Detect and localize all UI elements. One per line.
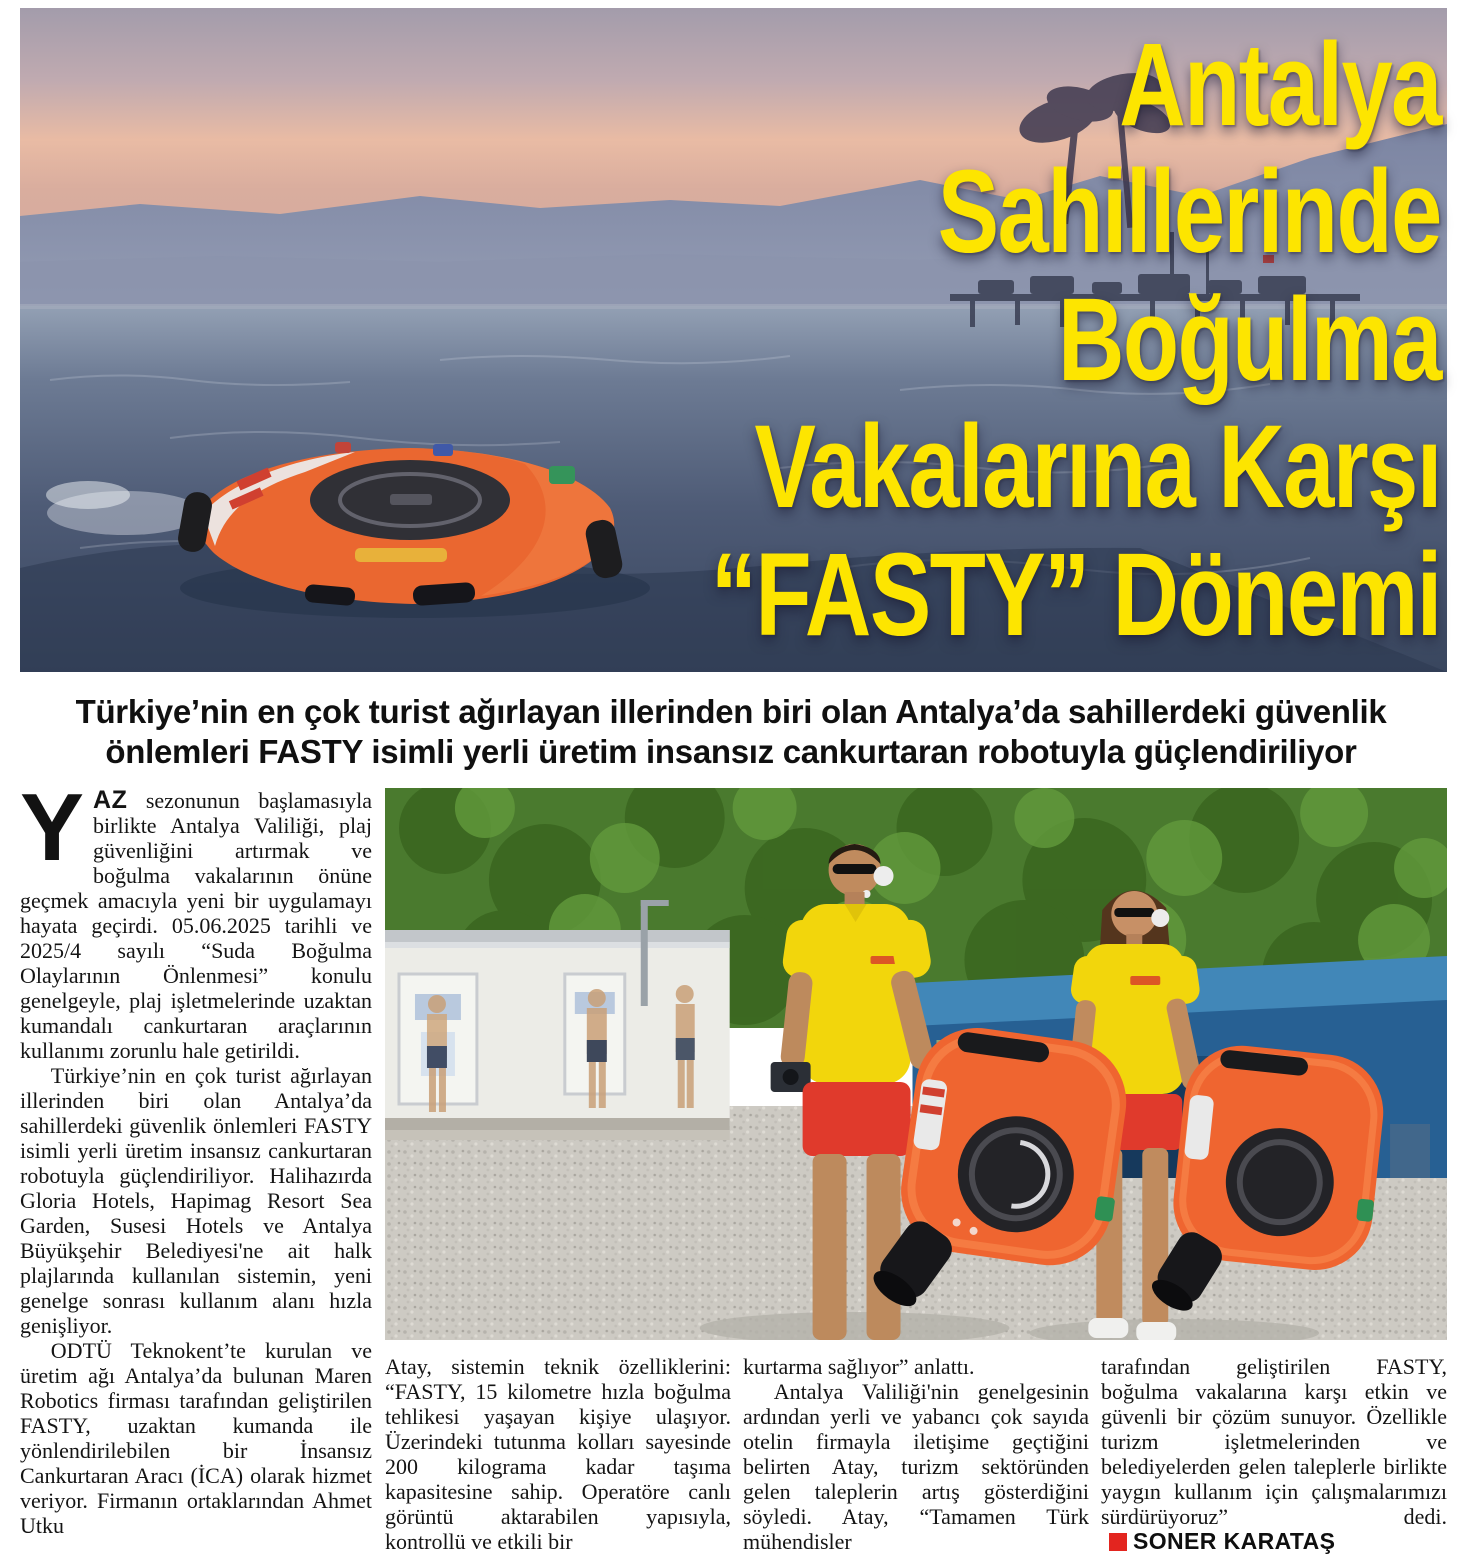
article-body [20, 774, 1447, 1554]
paragraph: ODTÜ Teknokent’te kurulan ve üretim ağı Antalya’da bulunan Maren Robotics firması tarafından geliştirilen FASTY, uzaktan kumanda ile yönlendirilebilen bir İnsansız Cankurtaran Aracı (İCA) olarak hizmet veriyor. Firmanın ortaklarından Ahmet Utku [20, 1338, 372, 1538]
headline-line: “FASTY” Dönemi [711, 528, 1441, 661]
article-column-4 [1101, 1354, 1447, 1554]
headline [711, 19, 1441, 661]
paragraph [20, 774, 372, 1063]
paragraph: Antalya Valiliği'nin genelgesinin ardından yerli ve yabancı çok sayıda otelin firmayla iletişime geçtiğini belirten Atay, turizm sektöründen gelen taleplerin artış gösterdiğini söyledi. Atay, “Tamamen Türk mühendisler [743, 1379, 1089, 1554]
headline-line: Boğulma [1058, 273, 1441, 406]
byline: SONER KARATAŞ [1133, 1528, 1336, 1554]
paragraph: Atay, sistemin teknik özelliklerini: “FASTY, 15 kilometre hızla boğulma tehlikesi yaşayan kişiye ulaşıyor. Üzerindeki tutunma kolları sayesinde 200 kilograma kadar taşıma kapasitesine sahip. Operatöre canlı görüntü aktarabilen yapısıyla, kontrollü ve etkili bir [385, 1354, 731, 1554]
paragraph-text: sezonunun başlamasıyla birlikte Antalya Valiliği, plaj güvenliğini artırmak ve boğulma vakalarının önüne geçmek amacıyla yeni bir uygulamayı hayata geçirdi. 05.06.2025 tarihli ve 2025/4 sayılı “Suda Boğulma Olaylarının Önlenmesi” konulu genelgeyle, plaj işletmelerinde uzaktan kumandalı cankurtaran araçlarının kullanımı zorunlu hale getirildi. [20, 788, 372, 1063]
byline-wrap [1101, 1529, 1335, 1554]
drop-cap: Y [20, 774, 85, 881]
article-right-region [385, 788, 1447, 1554]
headline-line: Vakalarına Karşı [754, 401, 1441, 534]
bottom-columns [385, 1354, 1447, 1554]
deck-subheadline: Türkiye’nin en çok turist ağırlayan illerinden biri olan Antalya’da sahillerdeki güvenlik önlemleri FASTY isimli yerli üretim insansız cankurtaran robotuyla güçlendiriliyor [75, 693, 1387, 770]
lead-in: AZ [93, 786, 128, 814]
headline-line: Antalya [1119, 19, 1441, 151]
paragraph: Türkiye’nin en çok turist ağırlayan illerinden biri olan Antalya’da sahillerdeki güvenlik önlemleri FASTY isimli yerli üretim insansız cankurtaran robotuyla güçlendiriliyor. Halihazırda Gloria Hotels, Hapimag Resort Sea Garden, Susesi Hotels ve Antalya Büyükşehir Belediyesi'ne ait halk plajlarında kullanılan sistemin, yeni genelge sonrası kullanım alanı hızla genişliyor. [20, 1063, 372, 1338]
paragraph: kurtarma sağlıyor” anlattı. [743, 1354, 975, 1379]
lifeguards-illustration [385, 788, 1447, 1340]
byline-square-icon [1109, 1533, 1127, 1551]
headline-line: Sahillerinde [937, 146, 1441, 279]
article-column-2 [385, 1354, 731, 1554]
paragraph-text: tarafından geliştirilen FASTY, boğulma vakalarına karşı etkin ve güvenli bir çözüm sunuyor. Özellikle turizm işletmelerinden ve belediyelerden gelen taleplerle birlikte yaygın kullanım için çalışmalarımızı sürdürüyoruz” dedi. [1101, 1354, 1447, 1529]
paragraph [1101, 1354, 1447, 1554]
lifeguards-beach-photo [385, 788, 1447, 1340]
article-column-3 [743, 1354, 1089, 1554]
hero-sea-photo [20, 8, 1447, 672]
article-column-1 [20, 774, 372, 1554]
